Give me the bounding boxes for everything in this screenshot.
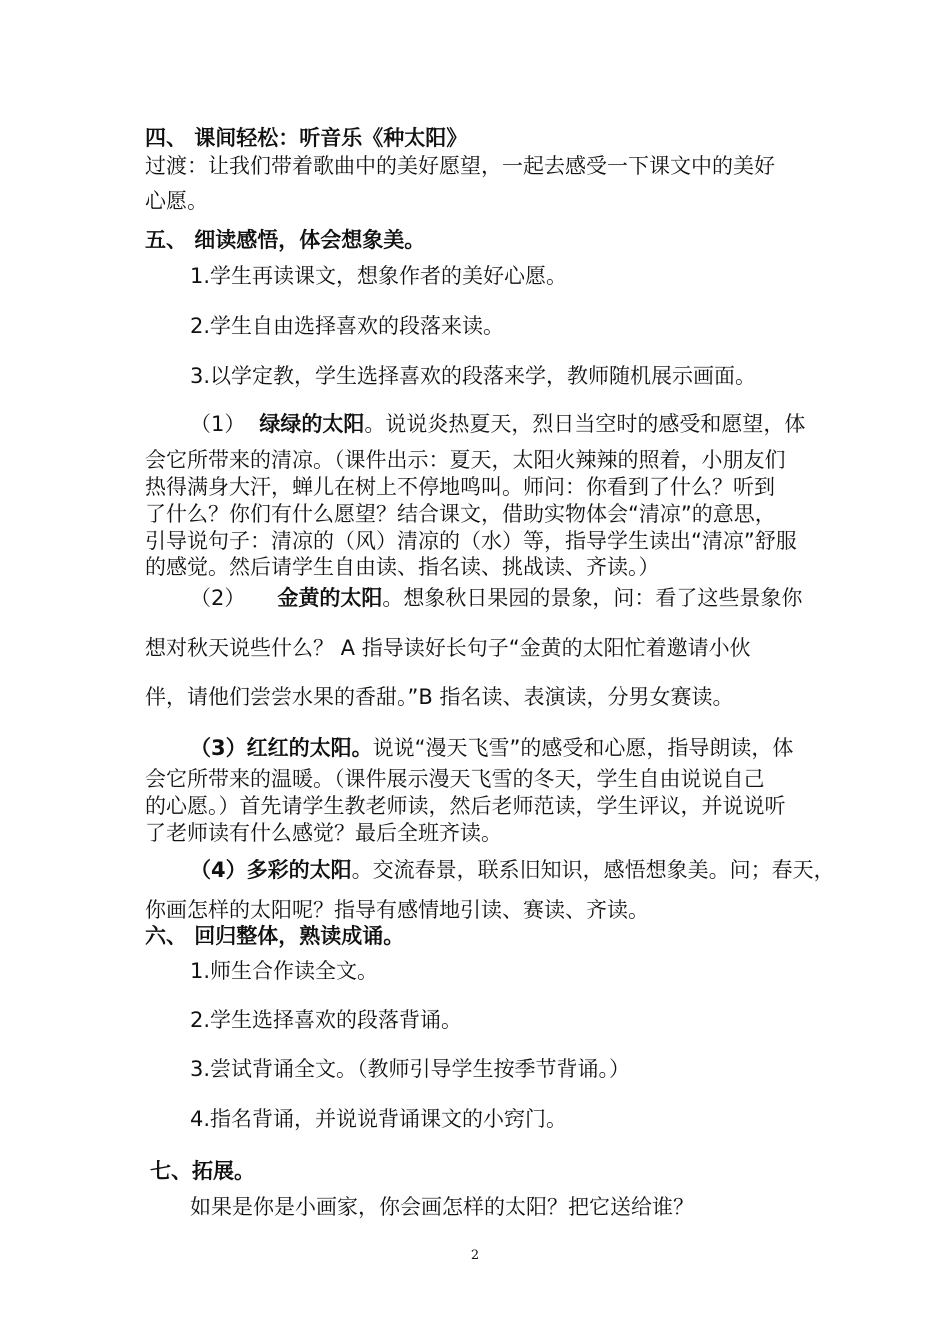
page-number: 2 (470, 1248, 480, 1263)
section-6-step-1: 1.师生合作读全文。 (190, 959, 379, 983)
paragraph-4-text: 。交流春景，联系旧知识，感悟想象美。问；春天， (351, 858, 835, 882)
paragraph-2-number: （2） (190, 586, 246, 610)
section-6-step-4: 4.指名背诵，并说说背诵课文的小窍门。 (190, 1107, 568, 1131)
paragraph-4-number: （4） (190, 858, 247, 882)
paragraph-4-first-line (190, 856, 835, 884)
paragraph-3-line-4: 了老师读有什么感觉？最后全班齐读。 (145, 821, 502, 845)
section-7-heading: 七、拓展。 (150, 1159, 255, 1183)
section-6-step-3: 3.尝试背诵全文。（教师引导学生按季节背诵。） (190, 1057, 631, 1081)
section-5-step-1: 1.学生再读课文，想象作者的美好心愿。 (190, 264, 568, 288)
section-6-heading: 六、 回归整体，熟读成诵。 (145, 924, 405, 948)
paragraph-1-title: 绿绿的太阳 (259, 412, 365, 436)
paragraph-1-line-2: 会它所带来的清凉。（课件出示：夏天，太阳火辣辣的照着，小朋友们 (145, 448, 786, 472)
paragraph-2-text: 。想象秋日果园的景象，问：看了这些景象你 (382, 586, 803, 610)
section-4-transition-line-1: 过渡：让我们带着歌曲中的美好愿望，一起去感受一下课文中的美好 (145, 154, 775, 178)
paragraph-1-text: 。说说炎热夏天，烈日当空时的感受和愿望，体 (364, 412, 806, 436)
paragraph-1-line-3: 热得满身大汗，蝉儿在树上不停地鸣叫。师问：你看到了什么？听到 (145, 475, 775, 499)
section-6-step-2: 2.学生选择喜欢的段落背诵。 (190, 1008, 463, 1032)
section-5-step-3: 3.以学定教，学生选择喜欢的段落来学，教师随机展示画面。 (190, 364, 757, 388)
paragraph-2-first-line (190, 584, 802, 612)
section-5-step-2: 2.学生自由选择喜欢的段落来读。 (190, 314, 505, 338)
paragraph-1-line-4: 了什么？你们有什么愿望？结合课文，借助实物体会“清凉”的意思， (145, 502, 776, 526)
section-7-text: 如果是你是小画家，你会画怎样的太阳？把它送给谁？ (190, 1195, 694, 1219)
paragraph-1-number: （1） (190, 412, 246, 436)
paragraph-3-title: 红红的太阳。 (246, 736, 373, 760)
paragraph-1-first-line (190, 410, 805, 438)
paragraph-4-line-2: 你画怎样的太阳呢？指导有感情地引读、赛读、齐读。 (145, 898, 649, 922)
paragraph-2-line-3: 伴，请他们尝尝水果的香甜。”B 指名读、表演读，分男女赛读。 (145, 685, 734, 709)
section-4-heading: 四、 课间轻松：听音乐《种太阳》 (145, 126, 468, 150)
paragraph-1-line-6: 的感觉。然后请学生自由读、指名读、挑战读、齐读。） (145, 555, 660, 579)
paragraph-2-title: 金黄的太阳 (277, 586, 383, 610)
paragraph-3-first-line (190, 734, 793, 762)
paragraph-2-line-2: 想对秋天说些什么？ A 指导读好长句子“金黄的太阳忙着邀请小伙 (145, 636, 751, 660)
section-4-transition-line-2: 心愿。 (145, 189, 208, 213)
paragraph-3-line-2: 会它所带来的温暖。（课件展示漫天飞雪的冬天，学生自由说说自己 (145, 767, 765, 791)
paragraph-1-line-5: 引导说句子：清凉的（风）清凉的（水）等，指导学生读出“清凉”舒服 (145, 529, 797, 553)
section-5-heading: 五、 细读感悟，体会想象美。 (145, 228, 426, 252)
paragraph-3-text: 说说“漫天飞雪”的感受和心愿，指导朗读，体 (372, 736, 794, 760)
paragraph-4-title: 多彩的太阳 (246, 858, 352, 882)
paragraph-3-number: （3） (190, 736, 247, 760)
paragraph-3-line-3: 的心愿。）首先请学生教老师读，然后老师范读，学生评议，并说说听 (145, 794, 786, 818)
